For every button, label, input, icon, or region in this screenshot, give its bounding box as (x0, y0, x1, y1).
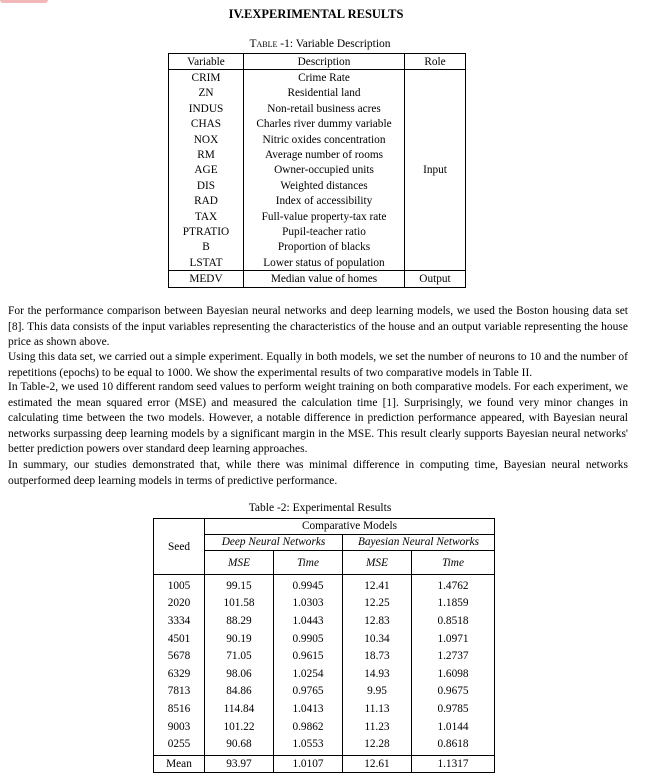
experimental-results-table (153, 518, 495, 773)
table1-description-cell: Crime Rate (244, 70, 405, 86)
table2-cell-dnn-time: 1.0443 (274, 612, 343, 630)
table2-cell-dnn-mse: 101.58 (205, 595, 274, 613)
table2-cell-bnn-time: 1.0144 (412, 718, 495, 736)
table2-cell-dnn-time: 1.0254 (274, 665, 343, 683)
table1-caption-rest: -1: Variable Description (277, 38, 391, 50)
table1-body (169, 70, 466, 287)
table2-cell-bnn-mse: 14.93 (343, 665, 412, 683)
table2-row (154, 735, 495, 755)
table2-cell-bnn-time: 0.9675 (412, 683, 495, 701)
table2-cell-seed: 9003 (154, 718, 205, 736)
table2-mean-label: Mean (154, 755, 205, 772)
table2-dnn-mse-header: MSE (205, 551, 274, 575)
table1-variable-cell: RAD (169, 194, 244, 209)
table2-cell-bnn-mse: 12.25 (343, 595, 412, 613)
paragraph-results: In Table-2, we used 10 different random seed values to perform weight training on both comparative models. For each experiment, we estimated the mean squared error (MSE) and measured the calculation time [1]. Surprisingly, we found very minor changes in calculating time between the two models. However, a notable difference in prediction performance appeared, with Bayesian neural networks surpassing deep learning models by a significant margin in the MSE. This result clearly supports Bayesian neural networks' better prediction powers over standard deep learning approaches. (8, 381, 628, 456)
paragraph-experiment: Using this data set, we carried out a simple experiment. Equally in both models, we set the number of neurons to 10 and the number of repetitions (epochs) to be equal to 1000. We show the experimental results of two comparative models in Table II. (8, 351, 628, 379)
table1-description-cell: Nitric oxides concentration (244, 132, 405, 147)
table1-description-cell: Non-retail business acres (244, 101, 405, 116)
table1-output-role-cell: Output (405, 271, 466, 287)
table2-cell-dnn-time: 1.0553 (274, 735, 343, 755)
table2-cell-dnn-time: 0.9765 (274, 683, 343, 701)
table1-description-cell: Owner-occupied units (244, 163, 405, 178)
table2-cell-bnn-mse: 12.41 (343, 575, 412, 595)
table2-cell-dnn-time: 0.9862 (274, 718, 343, 736)
table2-cell-dnn-mse: 90.19 (205, 630, 274, 648)
table2-cell-bnn-time: 0.9785 (412, 700, 495, 718)
table2-cell-dnn-mse: 90.68 (205, 735, 274, 755)
table2-cell-seed: 8516 (154, 700, 205, 718)
table1-header-variable: Variable (169, 54, 244, 70)
table1-variable-cell: NOX (169, 132, 244, 147)
table2-cell-seed: 7813 (154, 683, 205, 701)
table2-cell-bnn-time: 1.0971 (412, 630, 495, 648)
table2-cell-bnn-mse: 10.34 (343, 630, 412, 648)
table2-body (154, 575, 495, 756)
table2-cell-dnn-mse: 71.05 (205, 647, 274, 665)
table2-row (154, 612, 495, 630)
table2-cell-bnn-mse: 11.13 (343, 700, 412, 718)
table1-description-cell: Proportion of blacks (244, 240, 405, 255)
table2-row (154, 665, 495, 683)
table1-row (169, 70, 466, 86)
table1-description-cell: Weighted distances (244, 178, 405, 193)
table2-row (154, 683, 495, 701)
table1-output-description-cell: Median value of homes (244, 271, 405, 287)
table2-dnn-header: Deep Neural Networks (205, 535, 343, 551)
table2-row (154, 595, 495, 613)
table1-role-input-cell: Input (405, 70, 466, 271)
table2-cell-bnn-mse: 11.23 (343, 718, 412, 736)
table1-variable-cell: RM (169, 147, 244, 162)
table1-variable-cell: CHAS (169, 117, 244, 132)
table2-cell-dnn-mse: 84.86 (205, 683, 274, 701)
page-corner-mark (0, 0, 48, 3)
table1-description-cell: Full-value property-tax rate (244, 209, 405, 224)
table2-group-header: Comparative Models (205, 519, 495, 535)
table2-cell-dnn-mse: 99.15 (205, 575, 274, 595)
table2-cell-dnn-time: 1.0413 (274, 700, 343, 718)
table2-bnn-header: Bayesian Neural Networks (343, 535, 495, 551)
table2-cell-seed: 5678 (154, 647, 205, 665)
table1-variable-cell: AGE (169, 163, 244, 178)
table2-cell-dnn-mse: 88.29 (205, 612, 274, 630)
table2-row (154, 630, 495, 648)
table2-cell-bnn-time: 0.8618 (412, 735, 495, 755)
table2-cell-bnn-mse: 9.95 (343, 683, 412, 701)
table2-bnn-mse-header: MSE (343, 551, 412, 575)
table2-cell-dnn-mse: 98.06 (205, 665, 274, 683)
table2-cell-dnn-time: 0.9945 (274, 575, 343, 595)
table2-cell-bnn-time: 1.2737 (412, 647, 495, 665)
table2-cell-seed: 3334 (154, 612, 205, 630)
table1-output-row (169, 271, 466, 287)
paragraph-dataset: For the performance comparison between Bayesian neural networks and deep learning models, we used the Boston housing data set [8]. This data consists of the input variables representing the characteristics of the house and an output variable representing the house price as shown above. (8, 305, 628, 349)
table2-dnn-time-header: Time (274, 551, 343, 575)
table1-variable-cell: CRIM (169, 70, 244, 86)
table2-cell-bnn-mse: 18.73 (343, 647, 412, 665)
table2-cell-seed: 1005 (154, 575, 205, 595)
table2-row (154, 718, 495, 736)
table1-variable-cell: INDUS (169, 101, 244, 116)
table2-cell-bnn-mse: 12.83 (343, 612, 412, 630)
table1-variable-cell: TAX (169, 209, 244, 224)
table1-description-cell: Charles river dummy variable (244, 117, 405, 132)
paragraph-summary: In summary, our studies demonstrated that, while there was minimal difference in computing time, Bayesian neural networks outperformed deep learning models in terms of predictive performance. (8, 459, 628, 487)
table1-description-cell: Residential land (244, 86, 405, 101)
table2-cell-dnn-time: 1.0303 (274, 595, 343, 613)
table2-cell-bnn-time: 1.1859 (412, 595, 495, 613)
table2-mean-bnn-mse: 12.61 (343, 755, 412, 772)
table2-cell-bnn-time: 0.8518 (412, 612, 495, 630)
table1-variable-cell: PTRATIO (169, 224, 244, 239)
table2-cell-dnn-mse: 114.84 (205, 700, 274, 718)
table2-seed-header: Seed (154, 519, 205, 575)
table1-header-description: Description (244, 54, 405, 70)
table2-row (154, 700, 495, 718)
table1-output-variable-cell: MEDV (169, 271, 244, 287)
table2-cell-dnn-mse: 101.22 (205, 718, 274, 736)
variable-description-table (168, 53, 466, 288)
table2-cell-bnn-time: 1.6098 (412, 665, 495, 683)
table2-mean-dnn-mse: 93.97 (205, 755, 274, 772)
table1-variable-cell: DIS (169, 178, 244, 193)
table2-cell-seed: 2020 (154, 595, 205, 613)
table1-description-cell: Pupil-teacher ratio (244, 224, 405, 239)
table2-cell-seed: 4501 (154, 630, 205, 648)
table2-mean-row (154, 755, 495, 772)
table2-mean-dnn-time: 1.0107 (274, 755, 343, 772)
table1-variable-cell: LSTAT (169, 255, 244, 271)
table1-caption-prefix: Table (249, 38, 278, 50)
table2-cell-dnn-time: 0.9905 (274, 630, 343, 648)
table2-caption: Table -2: Experimental Results (248, 502, 392, 514)
table1-variable-cell: ZN (169, 86, 244, 101)
table2-row (154, 575, 495, 595)
table1-variable-cell: B (169, 240, 244, 255)
table2-row (154, 647, 495, 665)
table2-cell-dnn-time: 0.9615 (274, 647, 343, 665)
table2-cell-seed: 0255 (154, 735, 205, 755)
table2-cell-seed: 6329 (154, 665, 205, 683)
section-title: IV.EXPERIMENTAL RESULTS (228, 7, 404, 21)
table1-header-role: Role (405, 54, 466, 70)
table2-cell-bnn-mse: 12.28 (343, 735, 412, 755)
table2-cell-bnn-time: 1.4762 (412, 575, 495, 595)
table1-caption (160, 38, 480, 50)
table2-bnn-time-header: Time (412, 551, 495, 575)
table1-description-cell: Average number of rooms (244, 147, 405, 162)
table2-mean-bnn-time: 1.1317 (412, 755, 495, 772)
table1-description-cell: Lower status of population (244, 255, 405, 271)
table1-description-cell: Index of accessibility (244, 194, 405, 209)
